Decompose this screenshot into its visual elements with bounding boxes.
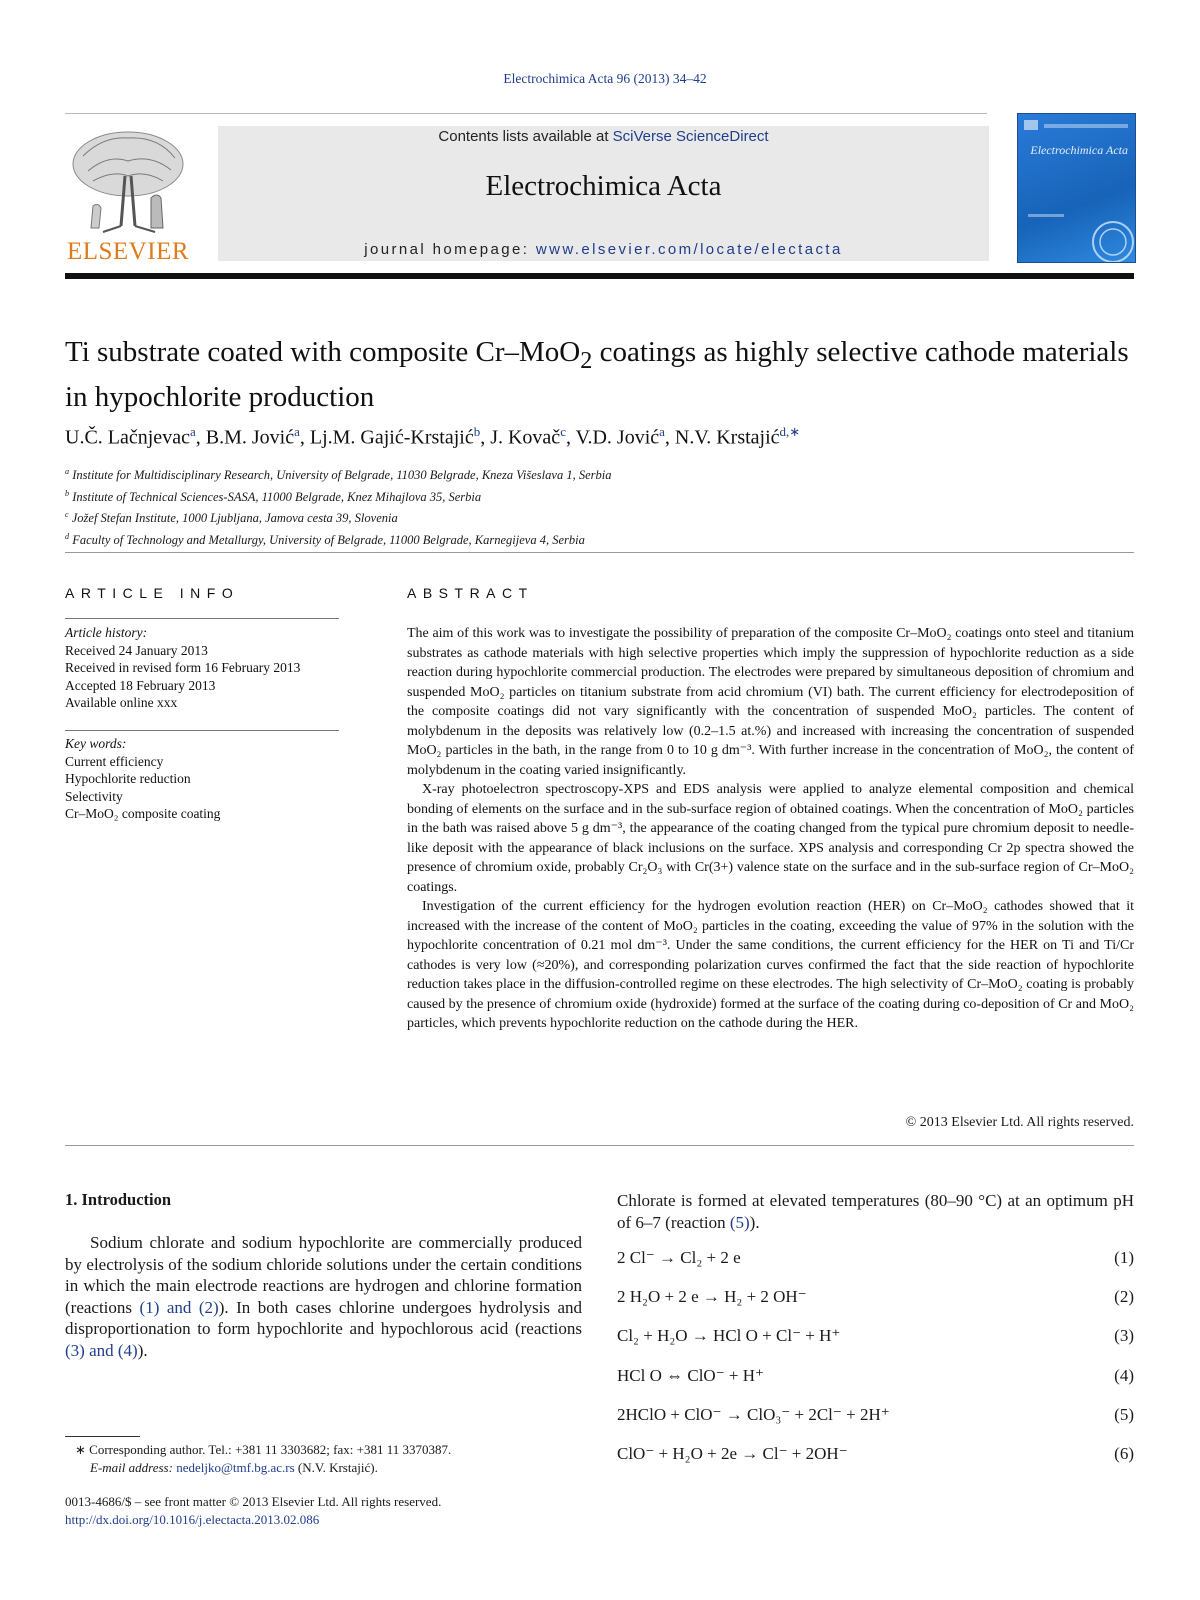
corresponding-author-footnote xyxy=(75,1441,595,1476)
homepage-link[interactable]: www.elsevier.com/locate/electacta xyxy=(535,241,843,258)
equation-expr: 2HClO + ClO⁻ → ClO₃⁻ + 2Cl⁻ + 2H⁺ xyxy=(617,1405,890,1424)
intro-paragraph xyxy=(65,1232,582,1361)
intro-heading: 1. Introduction xyxy=(65,1190,172,1209)
author: Lj.M. Gajić-Krstajić xyxy=(309,426,474,449)
equation-expr: Cl₂ + H₂O → HCl O + Cl⁻ + H⁺ xyxy=(617,1326,841,1345)
journal-cover-image[interactable] xyxy=(1017,113,1136,263)
affiliation-text: Institute of Technical Sciences-SASA, 11000 Belgrade, Knez Mihajlova 35, Serbia xyxy=(72,489,482,504)
affiliation-sup: d xyxy=(65,531,70,541)
section-divider xyxy=(65,1145,1134,1146)
equation-ref-link[interactable]: (3) and (4) xyxy=(65,1340,138,1360)
issn-line: 0013-4686/$ – see front matter © 2013 Elsevier Ltd. All rights reserved. xyxy=(65,1494,442,1509)
equation-expr: 2 H₂O + 2 e → H₂ + 2 OH⁻ xyxy=(617,1287,807,1306)
author-affil-sup[interactable]: c xyxy=(560,424,566,439)
affiliation-text: Jožef Stefan Institute, 1000 Ljubljana, Jamova cesta 39, Slovenia xyxy=(71,511,398,526)
equation-expr: ClO⁻ + H₂O + 2e → Cl⁻ + 2OH⁻ xyxy=(617,1444,848,1463)
sciencedirect-link[interactable]: SciVerse ScienceDirect xyxy=(612,128,769,145)
contents-prefix: Contents lists available at xyxy=(438,128,613,145)
header-thick-rule xyxy=(65,273,1134,279)
author-affil-sup[interactable]: a xyxy=(659,424,665,439)
author-affil-sup[interactable]: d,∗ xyxy=(779,424,801,439)
author: V.D. Jović xyxy=(575,426,660,449)
elsevier-tree-icon xyxy=(63,126,193,236)
email-label: E-mail address: xyxy=(90,1459,177,1475)
doi-link[interactable]: http://dx.doi.org/10.1016/j.electacta.2013.02.086 xyxy=(65,1511,320,1527)
keywords xyxy=(65,735,345,823)
equation-number: (6) xyxy=(1114,1444,1134,1463)
equation-number: (2) xyxy=(1114,1287,1134,1306)
history-item: Received in revised form 16 February 2013 xyxy=(65,660,301,675)
info-divider xyxy=(65,618,339,619)
contents-line xyxy=(218,128,989,145)
abstract-paragraph: Investigation of the current efficiency for the hydrogen evolution reaction (HER) on Cr–MoO₂ cathodes showed that it increased with the increase of the content of MoO₂ particles in the coating, exceeding the value of 97% in the solution with the hypochlorite concentration of 0.21 mol dm⁻³. Under the same conditions, the current efficiency for the HER on Ti and Ti/Cr cathodes is very low (≈20%), and corresponding polarization curves confirmed the fact that the side reaction of hypochlorite reduction takes place in the diffusion-controlled regime on these electrodes. The high selectivity of Cr–MoO₂ coating is probably caused by the presence of chromium oxide (hydroxide) formed at the surface of the coating during co-deposition of Cr and MoO₂ particles, which prevents hypochlorite reduction on the cathode during the HER. xyxy=(407,899,1134,1031)
author: J. Kovač xyxy=(490,426,561,449)
intro-text-segment: ). In both cases chlorine undergoes hydrolysis and disproportionation to form hypochlorite and hypochlorous acid (reactions xyxy=(65,1297,582,1338)
journal-title: Electrochimica Acta xyxy=(485,170,722,202)
journal-header-box xyxy=(218,126,989,261)
author-list: U.Č. Lačnjevac$^a$, B.M. Jović$^a$, Lj.M. Gajić-Krstajić$^b$, J. Kovač$^c$, V.D. Jović$^a$, N.V. Krstajić$^{d,∗}$ xyxy=(65,424,801,449)
title-part-2: coatings as highly selective cathode materials in hypochlorite production xyxy=(65,336,1129,413)
affiliation-item xyxy=(65,506,1140,528)
cover-artwork-icon xyxy=(1018,114,1135,262)
intro-text-segment: Sodium chlorate and sodium hypochlorite are commercially produced by electrolysis of the sodium chloride solutions under the certain conditions in which the main electrode reactions are hydrogen and chlorine formation (reactions xyxy=(65,1233,582,1317)
elsevier-logo xyxy=(63,126,193,266)
paper-title xyxy=(65,334,1140,415)
abstract-paragraph: The aim of this work was to investigate the possibility of preparation of the composite Cr–MoO₂ coatings onto steel and titanium substrates as cathode materials with high selective properties which imply the suppression of hypochlorite reduction as a side reaction during hypochlorite commercial production. The electrodes were prepared by simultaneous deposition of chromium and suspended MoO₂ particles on titanium substrate from acid chromium (VI) bath. The current efficiency for electrodeposition of the composite coatings did not vary significantly with the concentration of suspended MoO₂ particles. The content of molybdenum in the deposits was relatively low (0.2–1.5 at.%) and increased with increasing the concentration of suspended MoO₂ particles in the bath, in the range from 0 to 10 g dm⁻³. With further increase in the concentration of MoO₂, the content of molybdenum in the coating varied insignificantly. xyxy=(407,626,1134,778)
affiliation-sup: c xyxy=(65,510,69,520)
header-divider xyxy=(65,113,987,114)
equation-expr: 2 Cl⁻ → Cl₂ + 2 e xyxy=(617,1248,741,1267)
footnote-line: ∗ Corresponding author. Tel.: +381 11 3303682; fax: +381 11 3370387. xyxy=(75,1442,452,1457)
abstract-heading: ABSTRACT xyxy=(407,585,534,601)
section-divider xyxy=(65,552,1134,553)
elsevier-wordmark: ELSEVIER xyxy=(66,238,190,265)
equation-number: (4) xyxy=(1114,1366,1134,1385)
issn-block xyxy=(65,1493,625,1528)
author-affil-sup[interactable]: b xyxy=(473,424,481,439)
equation xyxy=(617,1287,1134,1307)
footnote-rule xyxy=(65,1436,140,1437)
abstract-paragraph: X-ray photoelectron spectroscopy-XPS and EDS analysis were applied to analyze elemental composition and chemical bonding of elements on the surface and in the sub-surface region of obtained coatings. When the concentration of MoO₂ particles in the bath was raised above 5 g dm⁻³, the appearance of the coating changed from the typical pure chromium deposit to needle-like deposit with the appearance of black inclusions on the surface. XPS analysis and corresponding Cr 2p spectra showed the presence of chromium oxide, probably Cr₂O₃ with Cr(3+) valence state on the surface and in the sub-surface region of Cr–MoO₂ coatings. xyxy=(407,782,1134,895)
author: N.V. Krstajić xyxy=(674,426,780,449)
keyword-item: Current efficiency xyxy=(65,753,164,769)
intro-text-segment: ). xyxy=(749,1212,760,1232)
equation-number: (3) xyxy=(1114,1326,1134,1345)
title-part-1: Ti substrate coated with composite Cr–MoO xyxy=(65,336,581,368)
author: U.Č. Lačnjevac xyxy=(65,426,190,449)
journal-homepage xyxy=(218,241,989,258)
intro-text-segment: Chlorate is formed at elevated temperatures (80–90 °C) at an optimum pH of 6–7 (reaction xyxy=(617,1191,1134,1232)
equation xyxy=(617,1444,1134,1464)
history-item: Available online xxx xyxy=(65,695,178,710)
affiliation-sup: b xyxy=(65,488,70,498)
intro-paragraph-right xyxy=(617,1190,1134,1233)
info-divider xyxy=(65,730,339,731)
equation xyxy=(617,1366,1134,1386)
author-affil-sup[interactable]: a xyxy=(294,424,300,439)
affiliations xyxy=(65,463,1140,549)
equation xyxy=(617,1405,1134,1425)
title-subscript: 2 xyxy=(580,346,593,374)
history-heading: Article history: xyxy=(65,625,148,640)
equation-expr: HCl O ⇔ ClO⁻ + H⁺ xyxy=(617,1366,765,1385)
abstract-copyright: © 2013 Elsevier Ltd. All rights reserved. xyxy=(905,1115,1134,1130)
cover-title: Electrochimica Acta xyxy=(1030,143,1128,157)
equation-number: (5) xyxy=(1114,1405,1134,1424)
affiliation-text: Institute for Multidisciplinary Research, University of Belgrade, 11030 Belgrade, Kneza Višeslava 1, Serbia xyxy=(72,468,612,483)
affiliation-item xyxy=(65,528,1140,550)
affiliation-item xyxy=(65,463,1140,485)
article-history xyxy=(65,624,345,712)
intro-text-segment: ). xyxy=(137,1340,148,1360)
equation-ref-link[interactable]: (5) xyxy=(729,1212,750,1232)
email-suffix: (N.V. Krstajić). xyxy=(294,1459,378,1475)
keyword-item: Cr–MoO₂ composite coating xyxy=(65,806,221,821)
author: B.M. Jović xyxy=(205,426,295,449)
affiliation-text: Faculty of Technology and Metallurgy, University of Belgrade, 11000 Belgrade, Karnegijeva 4, Serbia xyxy=(72,532,585,547)
journal-citation[interactable]: Electrochimica Acta 96 (2013) 34–42 xyxy=(503,71,707,86)
keywords-heading: Key words: xyxy=(65,736,127,751)
equation-ref-link[interactable]: (1) and (2) xyxy=(139,1297,219,1317)
abstract-body xyxy=(407,624,1134,1034)
equation xyxy=(617,1248,1134,1268)
keyword-item: Hypochlorite reduction xyxy=(65,771,191,786)
homepage-prefix: journal homepage: xyxy=(364,241,536,258)
affiliation-item xyxy=(65,485,1140,507)
equation xyxy=(617,1326,1134,1346)
footnote-email-line xyxy=(75,1459,595,1477)
history-item: Accepted 18 February 2013 xyxy=(65,677,216,693)
affiliation-sup: a xyxy=(65,467,70,476)
email-link[interactable]: nedeljko@tmf.bg.ac.rs xyxy=(176,1459,295,1475)
history-item: Received 24 January 2013 xyxy=(65,642,208,658)
article-info-heading: ARTICLE INFO xyxy=(65,585,240,601)
keyword-item: Selectivity xyxy=(65,788,123,804)
author-affil-sup[interactable]: a xyxy=(189,424,196,439)
equation-number: (1) xyxy=(1114,1248,1134,1267)
